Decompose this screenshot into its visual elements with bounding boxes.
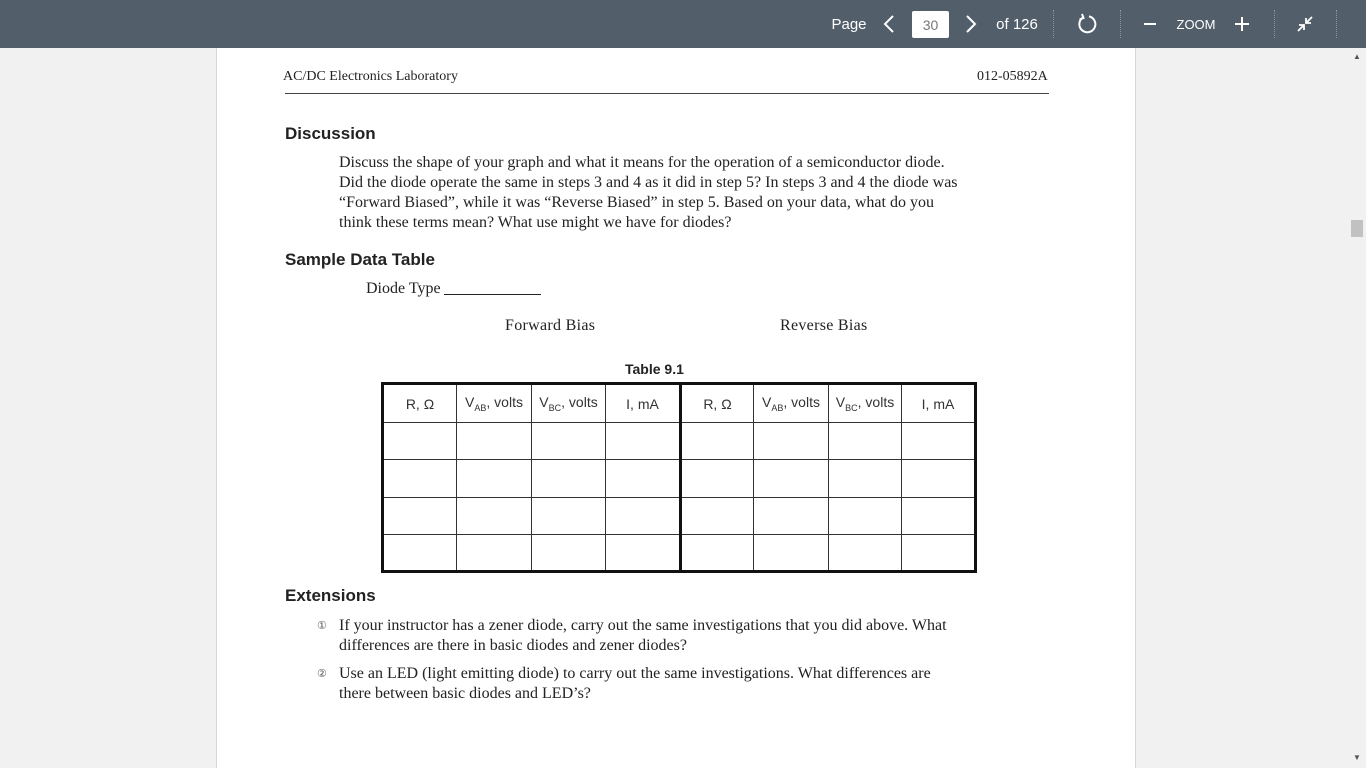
diode-type-label: Diode Type — [366, 280, 441, 297]
table-row — [383, 460, 976, 497]
zoom-out-button[interactable] — [1138, 0, 1162, 48]
exit-fit-button[interactable] — [1290, 0, 1320, 48]
column-header: $V_{BC}$, volts — [829, 384, 902, 423]
rotate-icon — [1076, 13, 1098, 35]
next-page-button[interactable] — [958, 0, 984, 48]
discussion-line: think these terms mean? What use might we have for diodes? — [339, 214, 732, 231]
diode-type-field — [366, 280, 541, 298]
table-row — [383, 423, 976, 460]
table-title: Table 9.1 — [625, 361, 684, 377]
zoom-in-button[interactable] — [1228, 0, 1256, 48]
page-number-input[interactable] — [912, 11, 949, 38]
vertical-scrollbar[interactable] — [1348, 48, 1366, 768]
plus-icon — [1234, 16, 1250, 32]
toolbar-divider — [1336, 10, 1337, 38]
forward-bias-label: Forward Bias — [505, 317, 596, 334]
toolbar-divider — [1120, 10, 1121, 38]
discussion-line: Discuss the shape of your graph and what it means for the operation of a semiconductor diode. — [339, 154, 945, 171]
scroll-down-arrow-icon[interactable]: ▼ — [1353, 753, 1361, 762]
chevron-right-icon — [965, 15, 977, 33]
discussion-line: “Forward Biased”, while it was “Reverse Biased” in step 5. Based on your data, what do you — [339, 194, 934, 211]
collapse-icon — [1296, 15, 1314, 33]
column-header: $V_{AB}$, volts — [754, 384, 829, 423]
extension-line: Use an LED (light emitting diode) to carry out the same investigations. What differences are — [339, 665, 931, 682]
toolbar-divider — [1053, 10, 1054, 38]
scroll-up-arrow-icon[interactable]: ▲ — [1353, 52, 1361, 61]
column-header: I, mA — [606, 384, 681, 423]
discussion-line: Did the diode operate the same in steps 3 and 4 as it did in step 5? In steps 3 and 4 the diode was — [339, 174, 958, 191]
table-header-row — [383, 384, 976, 423]
column-header: $V_{AB}$, volts — [457, 384, 532, 423]
minus-icon — [1143, 17, 1157, 31]
toolbar-divider — [1274, 10, 1275, 38]
page-label: Page — [831, 15, 867, 33]
zoom-label: ZOOM — [1176, 16, 1216, 32]
rotate-button[interactable] — [1072, 0, 1102, 48]
discussion-heading: Discussion — [285, 124, 376, 143]
column-header: R, Ω — [383, 384, 457, 423]
header-rule — [285, 93, 1049, 94]
total-pages-label: of 126 — [996, 15, 1038, 33]
extension-line: differences are there in basic diodes and zener diodes? — [339, 637, 687, 654]
column-header: I, mA — [902, 384, 976, 423]
running-header-title: AC/DC Electronics Laboratory — [283, 69, 458, 84]
extension-line: If your instructor has a zener diode, carry out the same investigations that you did above. What — [339, 617, 947, 634]
extension-number: ② — [317, 668, 327, 680]
pdf-toolbar — [0, 0, 1366, 48]
running-header-code: 012-05892A — [977, 69, 1048, 84]
table-row — [383, 497, 976, 534]
previous-page-button[interactable] — [876, 0, 902, 48]
chevron-left-icon — [883, 15, 895, 33]
diode-type-blank — [444, 294, 541, 295]
scrollbar-thumb[interactable] — [1351, 220, 1363, 237]
document-page — [216, 48, 1136, 768]
sample-data-table-heading: Sample Data Table — [285, 250, 435, 269]
reverse-bias-label: Reverse Bias — [780, 317, 868, 334]
column-header: $V_{BC}$, volts — [532, 384, 606, 423]
discussion-paragraph — [339, 153, 979, 233]
extension-line: there between basic diodes and LED’s? — [339, 685, 591, 702]
table-row — [383, 534, 976, 571]
extension-number: ① — [317, 620, 327, 632]
extensions-heading: Extensions — [285, 586, 376, 605]
column-header: R, Ω — [681, 384, 754, 423]
sample-data-table — [381, 382, 977, 573]
